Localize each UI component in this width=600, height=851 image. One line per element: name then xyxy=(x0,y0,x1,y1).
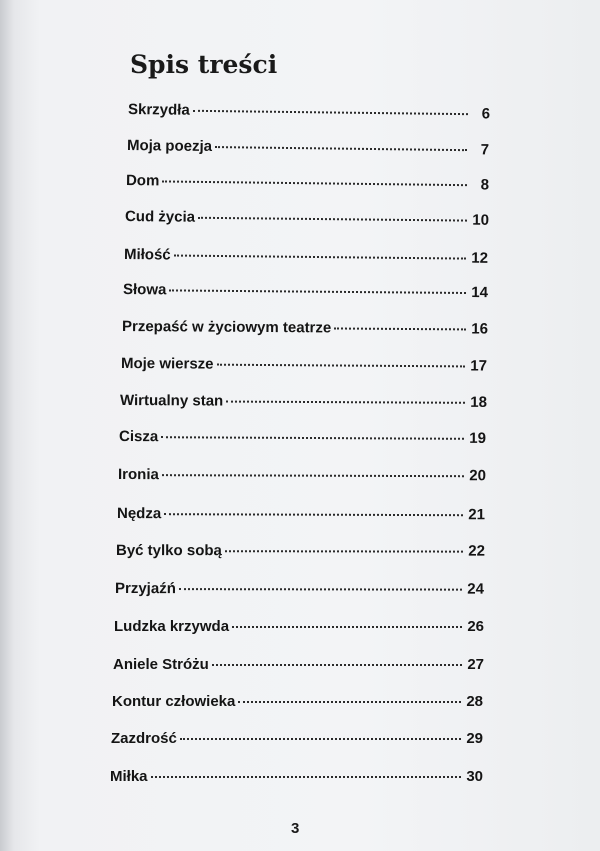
toc-entry-title: Dom xyxy=(125,172,160,190)
toc-entry-page: 8 xyxy=(480,176,490,194)
toc-entry-title: Ludzka krzywda xyxy=(114,618,230,635)
toc-entry-title: Kontur człowieka xyxy=(112,693,236,710)
toc-entry-page: 28 xyxy=(466,693,483,710)
dot-leader xyxy=(212,664,462,666)
toc-entry xyxy=(123,281,488,306)
dot-leader xyxy=(232,626,462,628)
toc-entry xyxy=(121,355,487,380)
dot-leader xyxy=(179,588,462,590)
toc-entry-title: Słowa xyxy=(122,281,167,299)
toc-entry-title: Nędza xyxy=(116,505,162,523)
toc-entry-title: Zazdrość xyxy=(111,730,177,747)
toc-entry-title: Być tylko sobą xyxy=(115,542,222,560)
toc-entry-title: Cud życia xyxy=(124,208,196,226)
toc-entry-page: 17 xyxy=(470,357,488,375)
toc-entry xyxy=(119,428,486,452)
toc-entry-title: Przyjaźń xyxy=(114,580,176,598)
dot-leader xyxy=(161,436,464,440)
toc-entry xyxy=(120,392,487,416)
toc-entry-title: Miłość xyxy=(123,246,171,264)
dot-leader xyxy=(198,217,467,222)
toc-entry-title: Moje wiersze xyxy=(120,355,214,373)
toc-entry-page: 22 xyxy=(468,542,486,560)
toc-entry xyxy=(122,318,488,343)
toc-entry xyxy=(125,208,489,234)
dot-leader xyxy=(215,146,467,151)
toc-entry-title: Miłka xyxy=(110,768,148,785)
dot-leader xyxy=(162,474,464,477)
dot-leader xyxy=(225,550,463,552)
dot-leader xyxy=(238,701,461,703)
page-title: Spis treści xyxy=(130,50,278,79)
toc-entry-page: 27 xyxy=(467,656,484,673)
toc-entry-title: Cisza xyxy=(118,428,159,446)
toc-entry xyxy=(112,693,483,715)
toc-entry-title: Wirtualny stan xyxy=(119,392,224,410)
toc-entry xyxy=(114,618,484,640)
dot-leader xyxy=(174,255,466,260)
toc-entry-page: 26 xyxy=(467,618,484,635)
toc-entry-page: 10 xyxy=(472,211,490,229)
toc-entry-page: 24 xyxy=(467,580,485,598)
toc-entry-page: 19 xyxy=(469,429,487,447)
toc-entry xyxy=(126,172,489,198)
toc-entry-page: 29 xyxy=(466,730,483,747)
page-number: 3 xyxy=(291,820,300,837)
toc-entry-page: 18 xyxy=(470,393,488,411)
toc-entry xyxy=(118,466,486,489)
toc-entry-page: 6 xyxy=(481,105,491,123)
dot-leader xyxy=(334,327,466,330)
dot-leader xyxy=(169,289,466,294)
toc-entry-page: 14 xyxy=(471,284,489,302)
toc-entry-page: 7 xyxy=(480,141,490,159)
toc-entry-page: 30 xyxy=(466,768,483,785)
toc-entry xyxy=(128,101,490,127)
dot-leader xyxy=(193,110,468,115)
toc-entry xyxy=(113,656,484,678)
dot-leader xyxy=(226,401,465,404)
toc-entry xyxy=(116,542,485,565)
toc-entry-title: Skrzydła xyxy=(127,101,190,119)
toc-entry-page: 16 xyxy=(471,320,489,338)
toc-entry-page: 12 xyxy=(471,249,489,267)
toc-entry xyxy=(124,246,488,272)
toc-entry-page: 21 xyxy=(468,506,486,524)
toc-entry-page: 20 xyxy=(469,467,487,485)
toc-entry-title: Moja poezja xyxy=(126,137,213,156)
dot-leader xyxy=(164,513,463,516)
toc-entry-title: Przepaść w życiowym teatrze xyxy=(121,318,332,337)
toc-entry-title: Ironia xyxy=(117,466,159,484)
dot-leader xyxy=(180,738,461,740)
toc-entry xyxy=(111,730,483,752)
dot-leader xyxy=(151,776,461,778)
dot-leader xyxy=(217,364,465,368)
dot-leader xyxy=(162,180,467,186)
toc-entry-title: Aniele Stróżu xyxy=(113,656,209,673)
toc-entry xyxy=(110,768,483,790)
toc-entry xyxy=(127,137,489,163)
toc-entry xyxy=(115,580,484,603)
toc-entry xyxy=(117,505,485,528)
